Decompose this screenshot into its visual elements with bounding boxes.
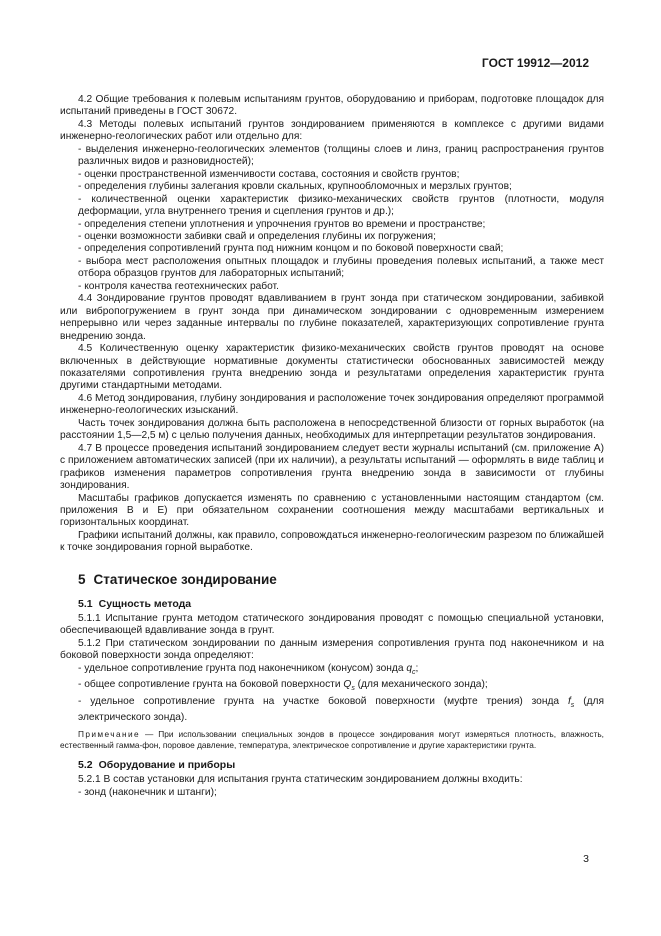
symbol-subscript: s xyxy=(570,701,575,709)
subsection-heading xyxy=(78,598,604,610)
paragraph-4-7: 4.7 В процессе проведения испытаний зондированием следует вести журналы испытаний (см. приложение А) с приложением автоматических записей (при их наличии), а результаты испытаний — оформлять в виде таблиц и графиков изменения параметров сопротивления грунта внедрению зонда в зависимости от глубины зондирования. xyxy=(60,442,604,492)
list-item xyxy=(60,663,604,679)
section-title: Статическое зондирование xyxy=(93,571,277,587)
note-label: Примечание xyxy=(78,729,141,740)
symbol: Q xyxy=(343,679,352,691)
page-content xyxy=(60,94,604,799)
paragraph-4-5: 4.5 Количественную оценку характеристик физико-механических свойств грунтов проводят на основе включенных в действующие нормативные документы статистически обоснованных зависимостей между показателями сопротивления грунта внедрению зонда и результатами определения характеристик грунта другими стандартными методами. xyxy=(60,343,604,392)
list-item-end: ; xyxy=(415,662,419,674)
document-header: ГОСТ 19912—2012 xyxy=(481,56,589,70)
list-item: - количественной оценки характеристик физико-механических свойств грунтов (плотности, модуля деформации, угла внутреннего трения и сцепления грунтов и др.); xyxy=(78,193,604,218)
list-item-end: (для электрического зонда). xyxy=(78,695,604,724)
subsection-heading xyxy=(78,759,604,771)
subsection-title: Сущность метода xyxy=(98,597,192,610)
paragraph-5-1-2: 5.1.2 При статическом зондировании по данным измерения сопротивления грунта под наконечником и на боковой поверхности зонда определяют: xyxy=(60,637,604,662)
list-item-text: - общее сопротивление грунта на боковой поверхности xyxy=(78,679,341,691)
paragraph-4-6-cont: Часть точек зондирования должна быть расположена в непосредственной близости от горных выработок (на расстоянии 1,5—2,5 м) с целью получения данных, необходимых для интерпретации результатов зондирования. xyxy=(60,417,604,442)
list-item: - определения глубины залегания кровли скальных, крупнообломочных и мерзлых грунтов; xyxy=(78,181,512,193)
symbol: q xyxy=(406,662,413,674)
list-item: - выбора мест расположения опытных площадок и глубины проведения полевых испытаний, а также мест отбора образцов грунтов для лабораторных испытаний; xyxy=(78,255,604,280)
paragraph-4-7-scales: Масштабы графиков допускается изменять по сравнению с установленными настоящим стандартом (см. приложения В и Е) при обязательном сохранении соотношения между масштабами вертикальных и горизонтальных координат. xyxy=(60,492,604,529)
section-number: 5 xyxy=(78,571,86,587)
note xyxy=(60,729,604,751)
paragraph-4-2: 4.2 Общие требования к полевым испытаниям грунтов, оборудованию и приборам, подготовке площадок для испытаний приведены в ГОСТ 30672. xyxy=(60,94,604,118)
list-item: - определения сопротивлений грунта под нижним концом и по боковой поверхности свай; xyxy=(78,243,504,255)
list-item: - контроля качества геотехнических работ. xyxy=(78,280,279,292)
list-item: - определения степени уплотнения и упрочнения грунтов во времени и пространстве; xyxy=(78,218,486,230)
symbol-subscript: c xyxy=(412,668,416,676)
paragraph-4-6: 4.6 Метод зондирования, глубину зондирования и расположение точек зондирования определяют программой инженерно-геологических изысканий. xyxy=(60,392,604,417)
paragraph-4-7-graphs: Графики испытаний должны, как правило, сопровождаться инженерно-геологическим разрезом по ближайшей к точке зондирования горной выработке. xyxy=(60,529,604,554)
list-item-text: - удельное сопротивление грунта под наконечником (конусом) зонда xyxy=(78,662,404,674)
note-text: — При использовании специальных зондов в процессе зондирования могут измеряться плотность, влажность, естественный гамма-фон, поровое давление, температура, электрическое сопротивление и другие характеристики грунта. xyxy=(60,729,604,751)
paragraph-5-1-1: 5.1.1 Испытание грунта методом статического зондирования проводят с помощью специальной установки, обеспечивающей вдавливание зонда в грунт. xyxy=(60,612,604,637)
list-item: - оценки возможности забивки свай и определения глубины их погружения; xyxy=(78,230,436,242)
list-item-text: - удельное сопротивление грунта на участке боковой поверхности (муфте трения) зонда xyxy=(78,695,560,707)
paragraph-4-3: 4.3 Методы полевых испытаний грунтов зондированием применяются в комплексе с другими видами инженерно-геологических работ или отдельно для: xyxy=(60,118,604,143)
list-item xyxy=(60,696,604,725)
list-item: - оценки пространственной изменчивости состава, состояния и свойств грунтов; xyxy=(78,168,460,180)
symbol-subscript: s xyxy=(351,685,355,693)
list-item-end: (для механического зонда); xyxy=(357,679,488,691)
page-number: 3 xyxy=(583,853,589,865)
subsection-title: Оборудование и приборы xyxy=(98,759,236,772)
list-item: - выделения инженерно-геологических элементов (толщины слоев и линз, границ распространения грунтов различных видов и разновидностей); xyxy=(78,143,604,168)
section-heading xyxy=(78,572,604,587)
paragraph-4-4: 4.4 Зондирование грунтов проводят вдавливанием в грунт зонда при статическом зондировании, забивкой или вибропогружением в грунт зонда при динамическом зондировании с одновременным измерением непрерывно или через заданные интервалы по глубине показателей, характеризующих сопротивление грунта внедрению зонда. xyxy=(60,293,604,342)
subsection-number: 5.2 xyxy=(78,759,93,772)
list-item xyxy=(60,679,604,695)
list-item: - зонд (наконечник и штанги); xyxy=(78,786,217,798)
subsection-number: 5.1 xyxy=(78,597,93,610)
paragraph-5-2-1: 5.2.1 В состав установки для испытания грунта статическим зондированием должны входить: xyxy=(78,774,523,786)
symbol: f xyxy=(567,695,571,707)
